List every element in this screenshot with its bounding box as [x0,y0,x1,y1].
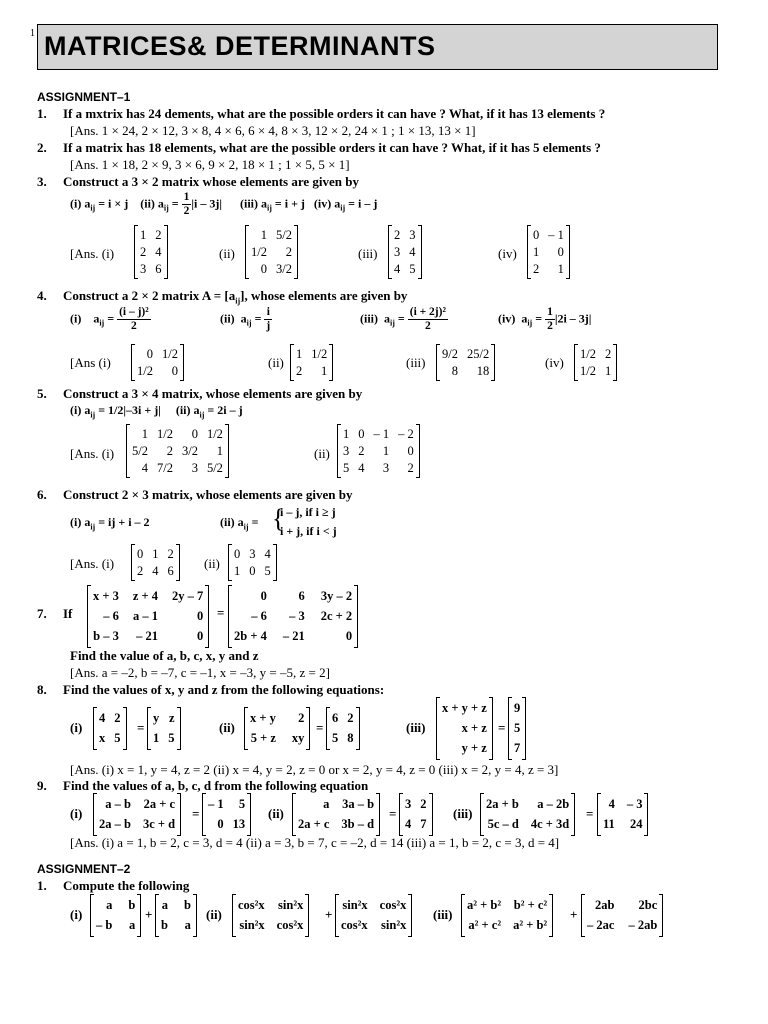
q4-label-iii: (iii) [406,355,426,370]
matrix-cell: 0 [260,262,267,276]
matrix-cell: 3c + d [142,817,176,831]
matrix-cell: a [129,918,136,932]
matrix-cell: sin²x [278,898,304,912]
q2-answer: [Ans. 1 × 18, 2 × 9, 3 × 6, 9 × 2, 18 × 1 ; 1 × 5, 5 × 1] [70,157,350,172]
matrix-cell: 5/2 [132,444,148,458]
q7-text: Find the value of a, b, c, x, y and z [70,648,259,663]
q4-label-ii: (ii) [268,355,284,370]
matrix-cell: 1 [152,547,159,561]
matrix-cell: 0 [533,228,540,242]
q8-matrix-iii-left [436,698,493,759]
matrix-cell: – b [96,918,113,932]
q9-matrix-iii-right [597,794,648,835]
q4-matrix-i [131,345,184,380]
matrix-cell: – 2ab [628,918,658,932]
matrix-cell: 2b + 4 [234,629,267,643]
matrix-cell: 3 [140,262,147,276]
matrix-cell: 1/2 [161,347,178,361]
a2-q1-matrix-iii-right [581,895,663,936]
q8-matrix-ii-right [326,708,360,749]
q7-matrix-left [87,586,209,647]
matrix-cell: 3 [394,245,401,259]
matrix-cell: 1 [533,245,540,259]
matrix-cell: b – 3 [93,629,119,643]
matrix-cell: 5 [264,564,271,578]
matrix-cell: b [161,918,168,932]
matrix-cell: – 6 [103,609,119,623]
matrix-cell: sin²x [239,918,265,932]
q9-equals-ii: = [389,806,397,821]
matrix-cell: 25/2 [466,347,490,361]
q6-case-1: i – j, if i ≥ j [280,505,336,519]
matrix-cell: 1/2 [137,364,153,378]
q5-answer-label: [Ans. (i) [70,446,115,461]
matrix-cell: z [168,711,175,725]
matrix-cell: 8 [347,731,354,745]
q6-part-ii: (ii) $a_{ij}$ = [220,515,259,532]
matrix-cell: 6 [332,711,339,725]
q8-equals-ii: = [316,720,324,735]
matrix-cell: 0 [197,629,204,643]
title-banner [37,24,718,70]
matrix-cell: 0 [217,817,224,831]
matrix-cell: 4 [405,817,412,831]
a2-q1-plus-i: + [145,907,153,922]
q8-matrix-i-right [147,708,181,749]
a2-q1-plus-iii: + [570,907,578,922]
q9-equals-iii: = [586,806,594,821]
matrix-cell: 2 [140,245,147,259]
matrix-cell: a [323,797,330,811]
matrix-cell: 0 [407,444,414,458]
matrix-cell: – 21 [136,629,159,643]
matrix-cell: 0 [197,609,204,623]
matrix-cell: 3 [405,797,412,811]
matrix-cell: 5 [514,721,521,735]
matrix-cell: 2 [604,347,612,361]
q6-matrix-ii [228,545,277,580]
matrix-cell: 1/2 [156,427,173,441]
matrix-cell: 2 [137,564,144,578]
q5-label-ii: (ii) [314,446,330,461]
q5-text: 5. Construct a 3 × 4 matrix, whose elements are given by [37,386,363,401]
q3-parts: (i) $a_{ij} = i \times j$ (ii) $a_{ij}$ = $\frac{1}{2}$ |i – 3j| (iii) $a_{ij} = i + j$ (iv) $a_{ij} = i - j$ [70,191,378,217]
matrix-cell: 2 [167,547,174,561]
q3-label-iv: (iv) [498,246,517,261]
matrix-cell: 3y – 2 [320,589,353,603]
matrix-cell: 3 [382,461,390,475]
matrix-cell: 2 [347,711,354,725]
matrix-cell: 4 [409,245,416,259]
q8-matrix-ii-left [244,708,310,749]
matrix-cell: 1/2 [580,364,596,378]
q8-label-ii: (ii) [219,720,235,735]
a2-q1-label-i: (i) [70,907,83,922]
matrix-cell: b [183,898,191,912]
matrix-cell: 4 [608,797,615,811]
q8-label-iii: (iii) [406,720,426,735]
a2-q1-matrix-ii-left [232,895,309,936]
matrix-cell: – 2ac [587,918,615,932]
matrix-cell: 3b – d [341,817,375,831]
q3-matrix-i [134,226,168,278]
a2-q1-text: 1. Compute the following [37,878,190,893]
matrix-cell: 0 [345,629,353,643]
q9-label-ii: (ii) [268,806,284,821]
matrix-cell: a – 1 [133,609,159,623]
assignment-1-heading: ASSIGNMENT–1 [37,90,131,104]
a2-q1-matrix-iii-left [461,895,553,936]
matrix-cell: 1 [153,731,160,745]
matrix-cell: 5/2 [275,228,292,242]
q9-label-i: (i) [70,806,83,821]
matrix-cell: 1 [320,364,328,378]
a2-q1-matrix-ii-right [335,895,412,936]
matrix-cell: b² + c² [513,898,548,912]
q6-part-i: (i) $a_{ij}$ = ij + i – 2 [70,515,150,532]
q3-matrix-iv [527,226,570,278]
matrix-cell: a – b [105,797,131,811]
matrix-cell: 2c + 2 [320,609,353,623]
page-corner-mark: 1 [30,28,35,39]
matrix-cell: 2 [407,461,414,475]
matrix-cell: 2bc [638,898,658,912]
matrix-cell: 5 [332,731,339,745]
matrix-cell: 18 [476,364,490,378]
matrix-cell: 7 [420,817,427,831]
q9-matrix-iii-left [480,794,575,835]
q6-answer-label: [Ans. (i) [70,556,115,571]
matrix-cell: 1 [140,228,147,242]
q4-part-i: (i) $a_{ij}$ = $\frac{\text{(i – j)²}}{2}$ [70,306,149,332]
q5-matrix-i [126,425,229,477]
matrix-cell: 2a + b [486,797,519,811]
q6-text: 6. Construct 2 × 3 matrix, whose elements are given by [37,487,353,502]
matrix-cell: 5/2 [206,461,223,475]
assignment-2-heading: ASSIGNMENT–2 [37,862,131,876]
q7-number: 7. If [37,606,73,621]
q4-matrix-iv [574,345,617,380]
matrix-cell: 1 [141,427,148,441]
matrix-cell: 2a + c [143,797,176,811]
matrix-cell: 1 [260,228,267,242]
matrix-cell: 7 [514,741,521,755]
matrix-cell: 0 [260,589,267,603]
matrix-cell: x + z [461,721,487,735]
matrix-cell: a [106,898,113,912]
matrix-cell: 13 [232,817,246,831]
matrix-cell: 2ab [594,898,615,912]
matrix-cell: 8 [451,364,458,378]
q4-matrix-iii [436,345,495,380]
matrix-cell: x + y [250,711,276,725]
matrix-cell: 1 [557,262,564,276]
matrix-cell: 3 [249,547,256,561]
matrix-cell: 0 [557,245,564,259]
q5-matrix-ii [337,425,420,477]
matrix-cell: 2 [298,711,305,725]
matrix-cell: 3 [343,444,350,458]
q4-part-iv: (iv) $a_{ij}$ = $\frac{1}{2}$ |2i – 3j| [498,306,592,332]
q8-matrix-i-left [93,708,127,749]
q8-equals-i: = [137,720,145,735]
matrix-cell: b [128,898,136,912]
q9-matrix-i-right [202,794,251,835]
q1-answer: [Ans. 1 × 24, 2 × 12, 3 × 8, 4 × 6, 6 × 4, 8 × 3, 12 × 2, 24 × 1 ; 1 × 13, 13 × 1] [70,123,476,138]
matrix-cell: a² + c² [468,918,502,932]
matrix-cell: cos²x [379,898,407,912]
q9-equals-i: = [192,806,200,821]
q3-matrix-ii [245,226,298,278]
matrix-cell: 0 [191,427,198,441]
a2-q1-matrix-i-left [90,895,141,936]
matrix-cell: cos²x [341,918,368,932]
q7-equals: = [217,605,225,620]
matrix-cell: – 3 [289,609,305,623]
q3-label-ii: (ii) [219,246,235,261]
matrix-cell: 0 [358,427,365,441]
a2-q1-plus-ii: + [325,907,333,922]
q2-text: 2. If a matrix has 18 elements, what are the possible orders it can have ? What, if it has 5 elements ? [37,140,601,155]
matrix-cell: 2 [394,228,401,242]
matrix-cell: – 1 [548,228,564,242]
matrix-cell: 3/2 [275,262,292,276]
matrix-cell: 1 [382,444,390,458]
matrix-cell: – 6 [251,609,267,623]
matrix-cell: 6 [167,564,174,578]
matrix-cell: 1 [604,364,612,378]
matrix-cell: x + 3 [93,589,119,603]
matrix-cell: 6 [155,262,162,276]
matrix-cell: 5 [238,797,246,811]
matrix-cell: 2 [420,797,427,811]
matrix-cell: – 1 [373,427,390,441]
matrix-cell: 0 [249,564,256,578]
a2-q1-label-ii: (ii) [206,907,222,922]
matrix-cell: 2 [296,364,303,378]
matrix-cell: 2 [533,262,540,276]
matrix-cell: 3/2 [181,444,198,458]
matrix-cell: 2 [285,245,292,259]
matrix-cell: y + z [461,741,487,755]
q9-matrix-i-left [93,794,181,835]
matrix-cell: 5 + z [250,731,276,745]
q6-brace: { [272,504,285,533]
q9-answer: [Ans. (i) a = 1, b = 2, c = 3, d = 4 (ii) a = 3, b = 7, c = –2, d = 14 (iii) a = 1, b = 2, c = 3, d = 4] [70,835,560,850]
matrix-cell: 5 [343,461,350,475]
a2-q1-matrix-i-right [155,895,197,936]
matrix-cell: 4 [155,245,162,259]
matrix-cell: 4 [394,262,401,276]
matrix-cell: 24 [629,817,643,831]
matrix-cell: 4 [152,564,159,578]
matrix-cell: – 1 [208,797,224,811]
matrix-cell: a [161,898,168,912]
matrix-cell: 1 [296,347,303,361]
q3-label-iii: (iii) [358,246,378,261]
matrix-cell: 1/2 [580,347,596,361]
q9-matrix-ii-right [399,794,433,835]
matrix-cell: – 21 [282,629,305,643]
matrix-cell: sin²x [342,898,368,912]
matrix-cell: a² + b² [513,918,548,932]
q4-answer-label: [Ans (i) [70,355,111,370]
matrix-cell: 2 [155,228,162,242]
q6-matrix-i [131,545,180,580]
matrix-cell: 9/2 [442,347,458,361]
q7-matrix-right [228,586,358,647]
q8-text: 8. Find the values of x, y and z from the following equations: [37,682,385,697]
q8-answer: [Ans. (i) x = 1, y = 4, z = 2 (ii) x = 4, y = 2, z = 0 or x = 2, y = 4, z = 0 (iii) x = 2, y = 4, z = 3] [70,762,559,777]
matrix-cell: 1 [234,564,241,578]
q5-parts: (i) $a_{ij} = 1/2|-3i + j|$ (ii) $a_{ij} = 2i - j$ [70,403,243,420]
matrix-cell: a – 2b [537,797,570,811]
q6-label-ii: (ii) [204,556,220,571]
q6-case-2: i + j, if i < j [280,524,337,538]
matrix-cell: 5c – d [487,817,519,831]
q7-answer: [Ans. a = –2, b = –7, c = –1, x = –3, y = –5, z = 2] [70,665,330,680]
q8-equals-iii: = [498,720,506,735]
matrix-cell: 3a – b [342,797,375,811]
q1-text: 1. If a mxtrix has 24 dements, what are the possible orders it can have ? What, if it has 13 elements ? [37,106,606,121]
q9-label-iii: (iii) [453,806,473,821]
matrix-cell: 1 [343,427,350,441]
matrix-cell: 2 [358,444,365,458]
matrix-cell: 2 [166,444,173,458]
matrix-cell: 2y – 7 [172,589,204,603]
matrix-cell: 1 [216,444,223,458]
matrix-cell: – 2 [398,427,414,441]
matrix-cell: 6 [298,589,305,603]
matrix-cell: 9 [514,701,521,715]
matrix-cell: sin²x [381,918,407,932]
matrix-cell: 0 [234,547,241,561]
matrix-cell: x + y + z [442,701,487,715]
matrix-cell: a² + b² [467,898,502,912]
page-title: MATRICES& DETERMINANTS [44,31,436,61]
matrix-cell: x [99,731,106,745]
q3-text: 3. Construct a 3 × 2 matrix whose elements are given by [37,174,360,189]
matrix-cell: 5 [409,262,416,276]
matrix-cell: y [153,711,160,725]
matrix-cell: 11 [603,817,615,831]
matrix-cell: 7/2 [156,461,173,475]
matrix-cell: 3 [409,228,416,242]
matrix-cell: – 3 [626,797,643,811]
matrix-cell: 4 [141,461,148,475]
q3-matrix-iii [388,226,422,278]
matrix-cell: 1/2 [206,427,223,441]
q4-text: 4. Construct a 2 × 2 matrix $A = [a_{ij}]$, whose elements are given by [37,288,408,306]
q3-answer-label: [Ans. (i) [70,246,115,261]
a2-q1-label-iii: (iii) [433,907,453,922]
q9-matrix-ii-left [292,794,380,835]
q8-label-i: (i) [70,720,83,735]
matrix-cell: 2 [114,711,121,725]
matrix-cell: 5 [168,731,175,745]
matrix-cell: 0 [171,364,178,378]
matrix-cell: 4 [358,461,365,475]
matrix-cell: 4 [99,711,106,725]
q4-matrix-ii [290,345,333,380]
matrix-cell: 0 [146,347,153,361]
matrix-cell: xy [291,731,305,745]
matrix-cell: 4 [264,547,271,561]
matrix-cell: 1/2 [251,245,267,259]
matrix-cell: z + 4 [132,589,159,603]
matrix-cell: 0 [137,547,144,561]
q4-label-iv: (iv) [545,355,564,370]
matrix-cell: a [184,918,191,932]
matrix-cell: 4c + 3d [530,817,570,831]
matrix-cell: 3 [191,461,198,475]
q8-matrix-iii-right [508,698,526,759]
q4-part-iii: (iii) $a_{ij}$ = $\frac{\text{(i + 2j)²}}{2}$ [360,306,446,332]
q9-text: 9. Find the values of a, b, c, d from the following equation [37,778,369,793]
matrix-cell: cos²x [276,918,304,932]
matrix-cell: cos²x [238,898,265,912]
matrix-cell: 1/2 [311,347,328,361]
matrix-cell: 2a + c [298,817,330,831]
matrix-cell: 2a – b [99,817,131,831]
q4-part-ii: (ii) $a_{ij}$ = $\frac{i}{j}$ [220,306,271,332]
matrix-cell: 5 [114,731,121,745]
